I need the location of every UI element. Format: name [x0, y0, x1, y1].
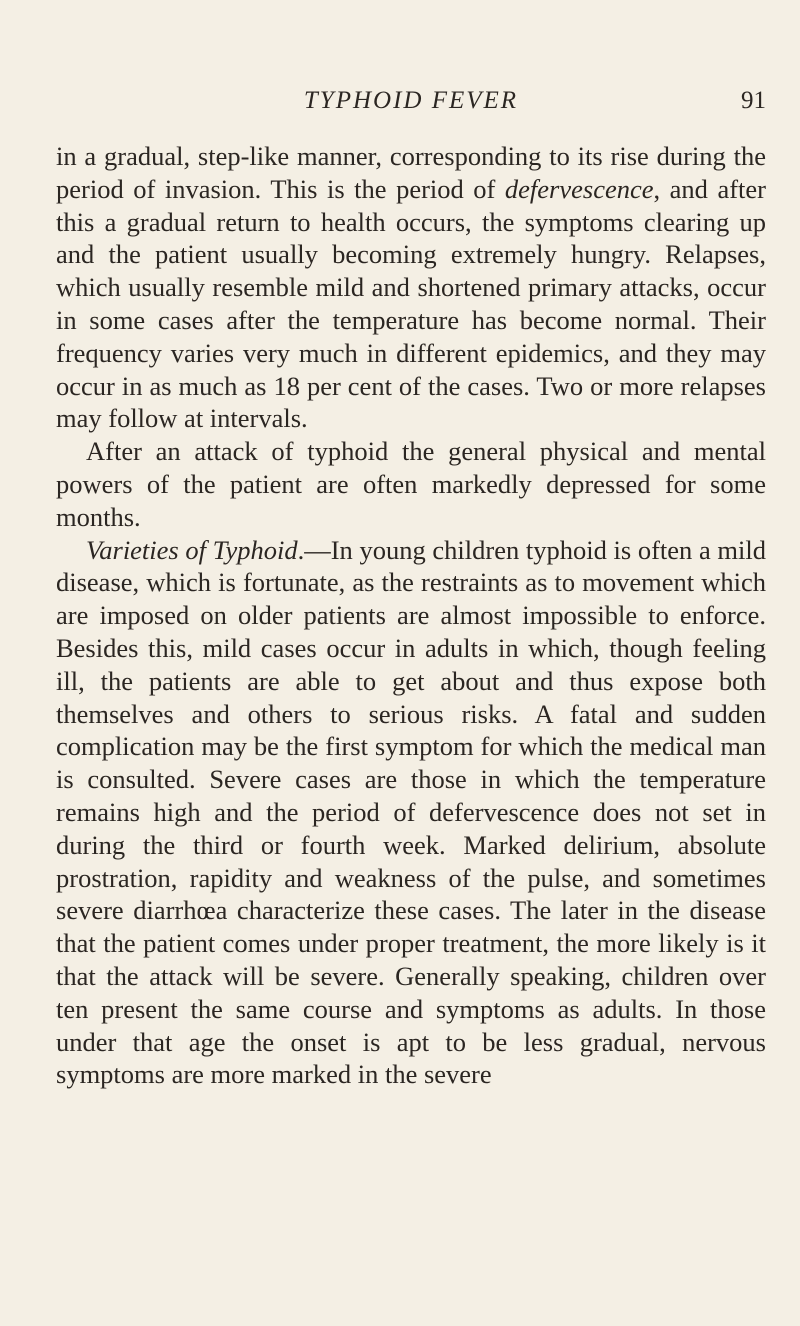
text-segment: After an attack of typhoid the general physical and mental powers of the patient are often markedly depressed for some months. [56, 436, 766, 532]
term-defervescence: defervescence [504, 173, 654, 204]
page-header [56, 86, 766, 122]
paragraph-2 [56, 435, 766, 533]
text-segment: , and after this a gradual return to health occurs, the symptoms clearing up and the patient usually becoming extremely hungry. Relapses, which usually resemble mild and shortened primary attacks, occur in some cases after the temperature has become normal. Their frequency varies very much in different epidemics, and they may occur in as much as 18 per cent of the cases. Two or more relapses may follow at intervals. [56, 173, 766, 434]
text-segment: .—In young children typhoid is often a mild disease, which is fortunate, as the restraints as to movement which are imposed on older patients are almost impossible to enforce. Besides this, mild cases occur in adults in which, though feeling ill, the patients are able to get about and thus expose both themselves and others to serious risks. A fatal and sudden complication may be the first symptom for which the medical man is consulted. Severe cases are those in which the temperature remains high and the period of defervescence does not set in during the third or fourth week. Marked delirium, absolute prostration, rapidity and weakness of the pulse, and sometimes severe diarrhœa characterize these cases. The later in the disease that the patient comes under proper treatment, the more likely is it that the attack will be severe. Generally speaking, children over ten present the same course and symptoms as adults. In those under that age the onset is apt to be less gradual, nervous symptoms are more marked in the severe [56, 534, 766, 1090]
section-heading-varieties: Varieties of Typhoid [86, 534, 298, 565]
paragraph-1 [56, 140, 766, 435]
running-head: TYPHOID FEVER [303, 87, 519, 114]
page-number: 91 [741, 87, 766, 114]
body-text [56, 140, 766, 1091]
paragraph-3 [56, 534, 766, 1092]
text-segment: in a gradual, step-like manner, corresponding to its rise during the period of invasion. This is the period of [56, 141, 766, 204]
